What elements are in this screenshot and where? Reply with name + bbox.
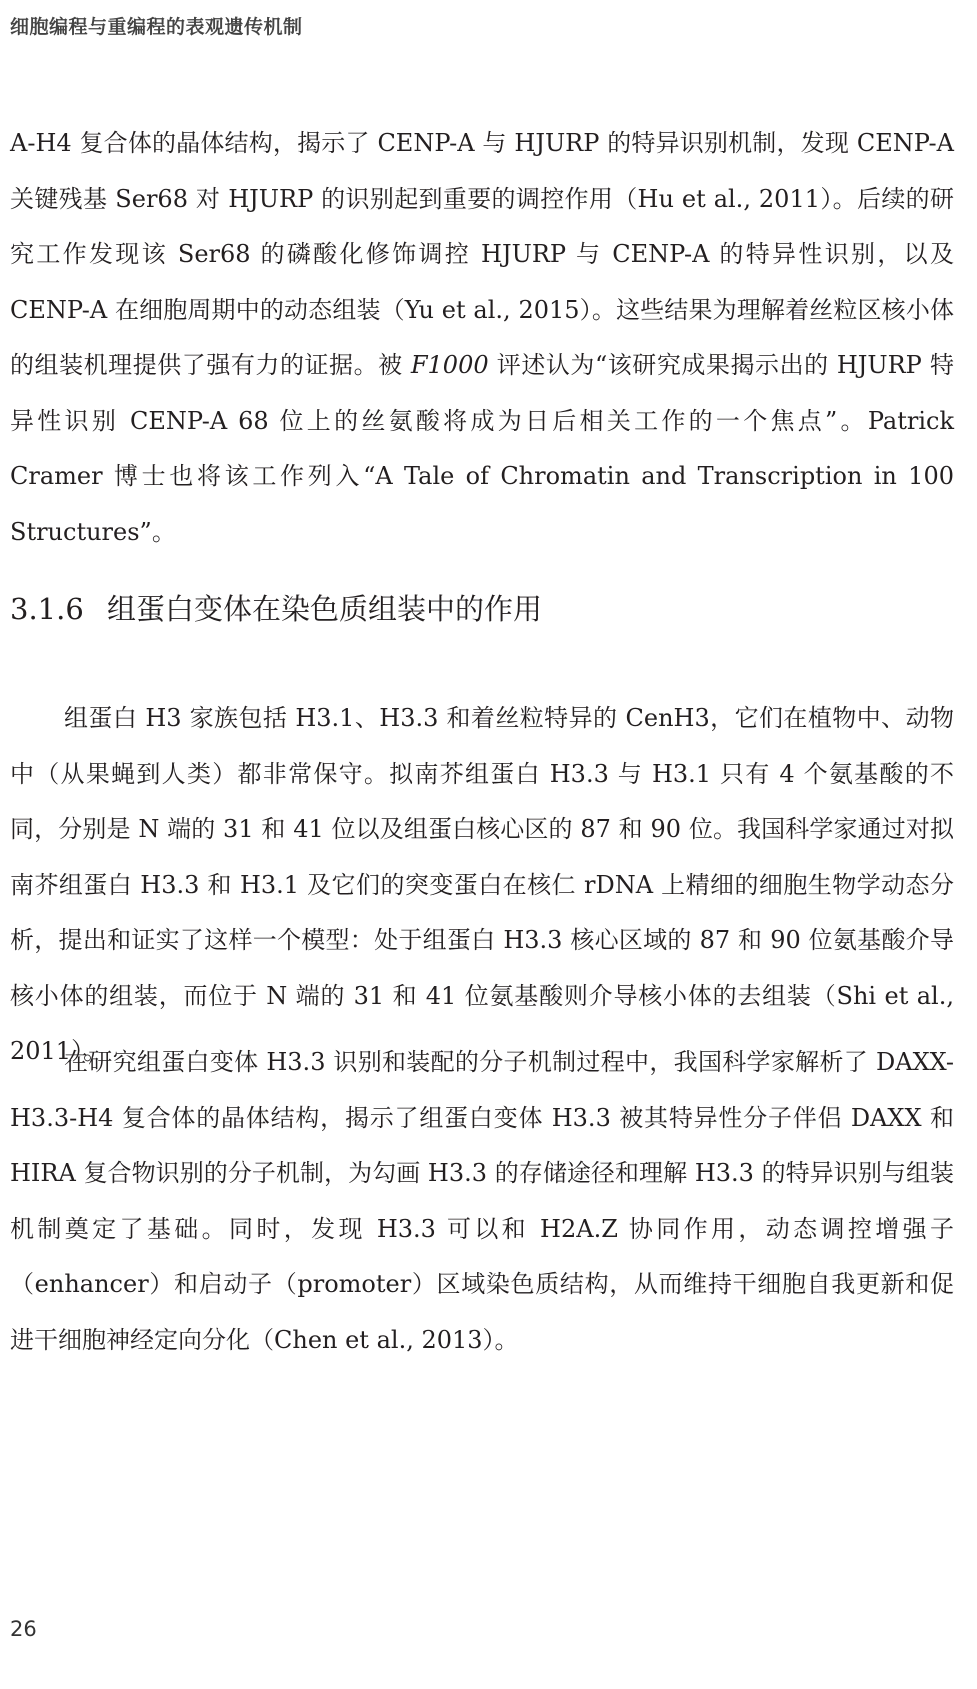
- paragraph-text: A-H4 复合体的晶体结构，揭示了 CENP-A 与 HJURP 的特异识别机制，发现 CENP-A 关键残基 Ser68 对 HJURP 的识别起到重要的调控作用（Hu et al., 2011）。后续的研究工作发现该 Ser68 的磷酸化修饰调控 HJURP 与 CENP-A 的特异性识别，以及 CENP-A 在细胞周期中的动态组装（Yu et al., 2015）。这些结果为理解着丝粒区核小体的组装机理提供了强有力的证据。被: [10, 129, 954, 379]
- journal-name: F1000: [410, 351, 489, 379]
- paragraph: 组蛋白 H3 家族包括 H3.1、H3.3 和着丝粒特异的 CenH3，它们在植物中、动物中（从果蝇到人类）都非常保守。拟南芥组蛋白 H3.3 与 H3.1 只有 4 个氨基酸的不同，分别是 N 端的 31 和 41 位以及组蛋白核心区的 87 和 90 位。我国科学家通过对拟南芥组蛋白 H3.3 和 H3.1 及它们的突变蛋白在核仁 rDNA 上精细的细胞生物学动态分析，提出和证实了这样一个模型：处于组蛋白 H3.3 核心区域的 87 和 90 位氨基酸介导核小体的组装，而位于 N 端的 31 和 41 位氨基酸则介导核小体的去组装（Shi et al., 2011）。: [10, 704, 954, 1065]
- running-head: 细胞编程与重编程的表观遗传机制: [10, 16, 303, 38]
- page-number: 26: [10, 1617, 37, 1641]
- section-number: 3.1.6: [10, 592, 84, 626]
- paragraph-continued: [10, 116, 954, 560]
- paragraph: 在研究组蛋白变体 H3.3 识别和装配的分子机制过程中，我国科学家解析了 DAXX-H3.3-H4 复合体的晶体结构，揭示了组蛋白变体 H3.3 被其特异性分子伴侣 DAXX 和 HIRA 复合物识别的分子机制，为勾画 H3.3 的存储途径和理解 H3.3 的特异识别与组装机制奠定了基础。同时，发现 H3.3 可以和 H2A.Z 协同作用，动态调控增强子（enhancer）和启动子（promoter）区域染色质结构，从而维持干细胞自我更新和促进干细胞神经定向分化（Chen et al., 2013）。: [10, 1048, 954, 1354]
- section-title: 组蛋白变体在染色质组装中的作用: [107, 592, 543, 626]
- paragraph-text: 评述认为“该研究成果揭示出的 HJURP 特异性识别 CENP-A 68 位上的丝氨酸将成为日后相关工作的一个焦点”。Patrick Cramer 博士也将该工作列入“A Tale of Chromatin and Transcription in 100 Structures”。: [10, 351, 954, 546]
- section-heading: [10, 585, 542, 633]
